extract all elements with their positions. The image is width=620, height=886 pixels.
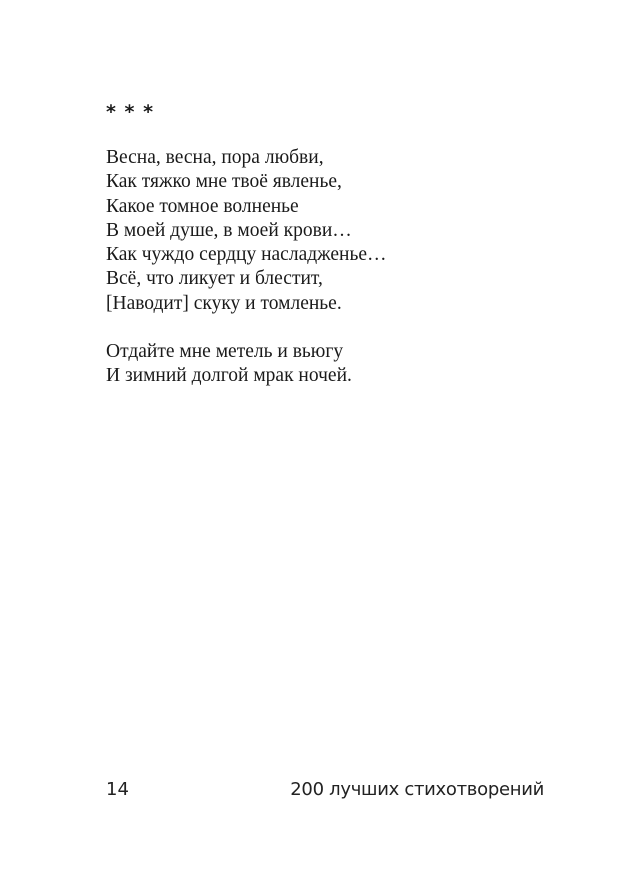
poem-separator: * * * <box>106 101 155 123</box>
stanza-1 <box>106 146 546 316</box>
poem-line: Всё, что ликует и блестит, <box>106 268 323 290</box>
poem-line: Отдайте мне метель и вьюгу <box>106 341 344 363</box>
page-number: 14 <box>106 779 129 800</box>
poem-line: И зимний долгой мрак ночей. <box>106 365 352 387</box>
poem-body <box>106 146 546 413</box>
poem-line: [Наводит] скуку и томленье. <box>106 292 342 314</box>
poem-line: Как тяжко мне твоё явленье, <box>106 171 342 193</box>
poem-line: Как чуждо сердцу насладженье… <box>106 244 387 266</box>
poem-line: Какое томное волненье <box>106 195 299 217</box>
running-title: 200 лучших стихотворений <box>290 779 544 800</box>
stanza-2 <box>106 340 546 389</box>
poem-line: Весна, весна, пора любви, <box>106 147 324 168</box>
poem-line: В моей душе, в моей крови… <box>106 219 352 241</box>
page-footer <box>106 776 544 804</box>
